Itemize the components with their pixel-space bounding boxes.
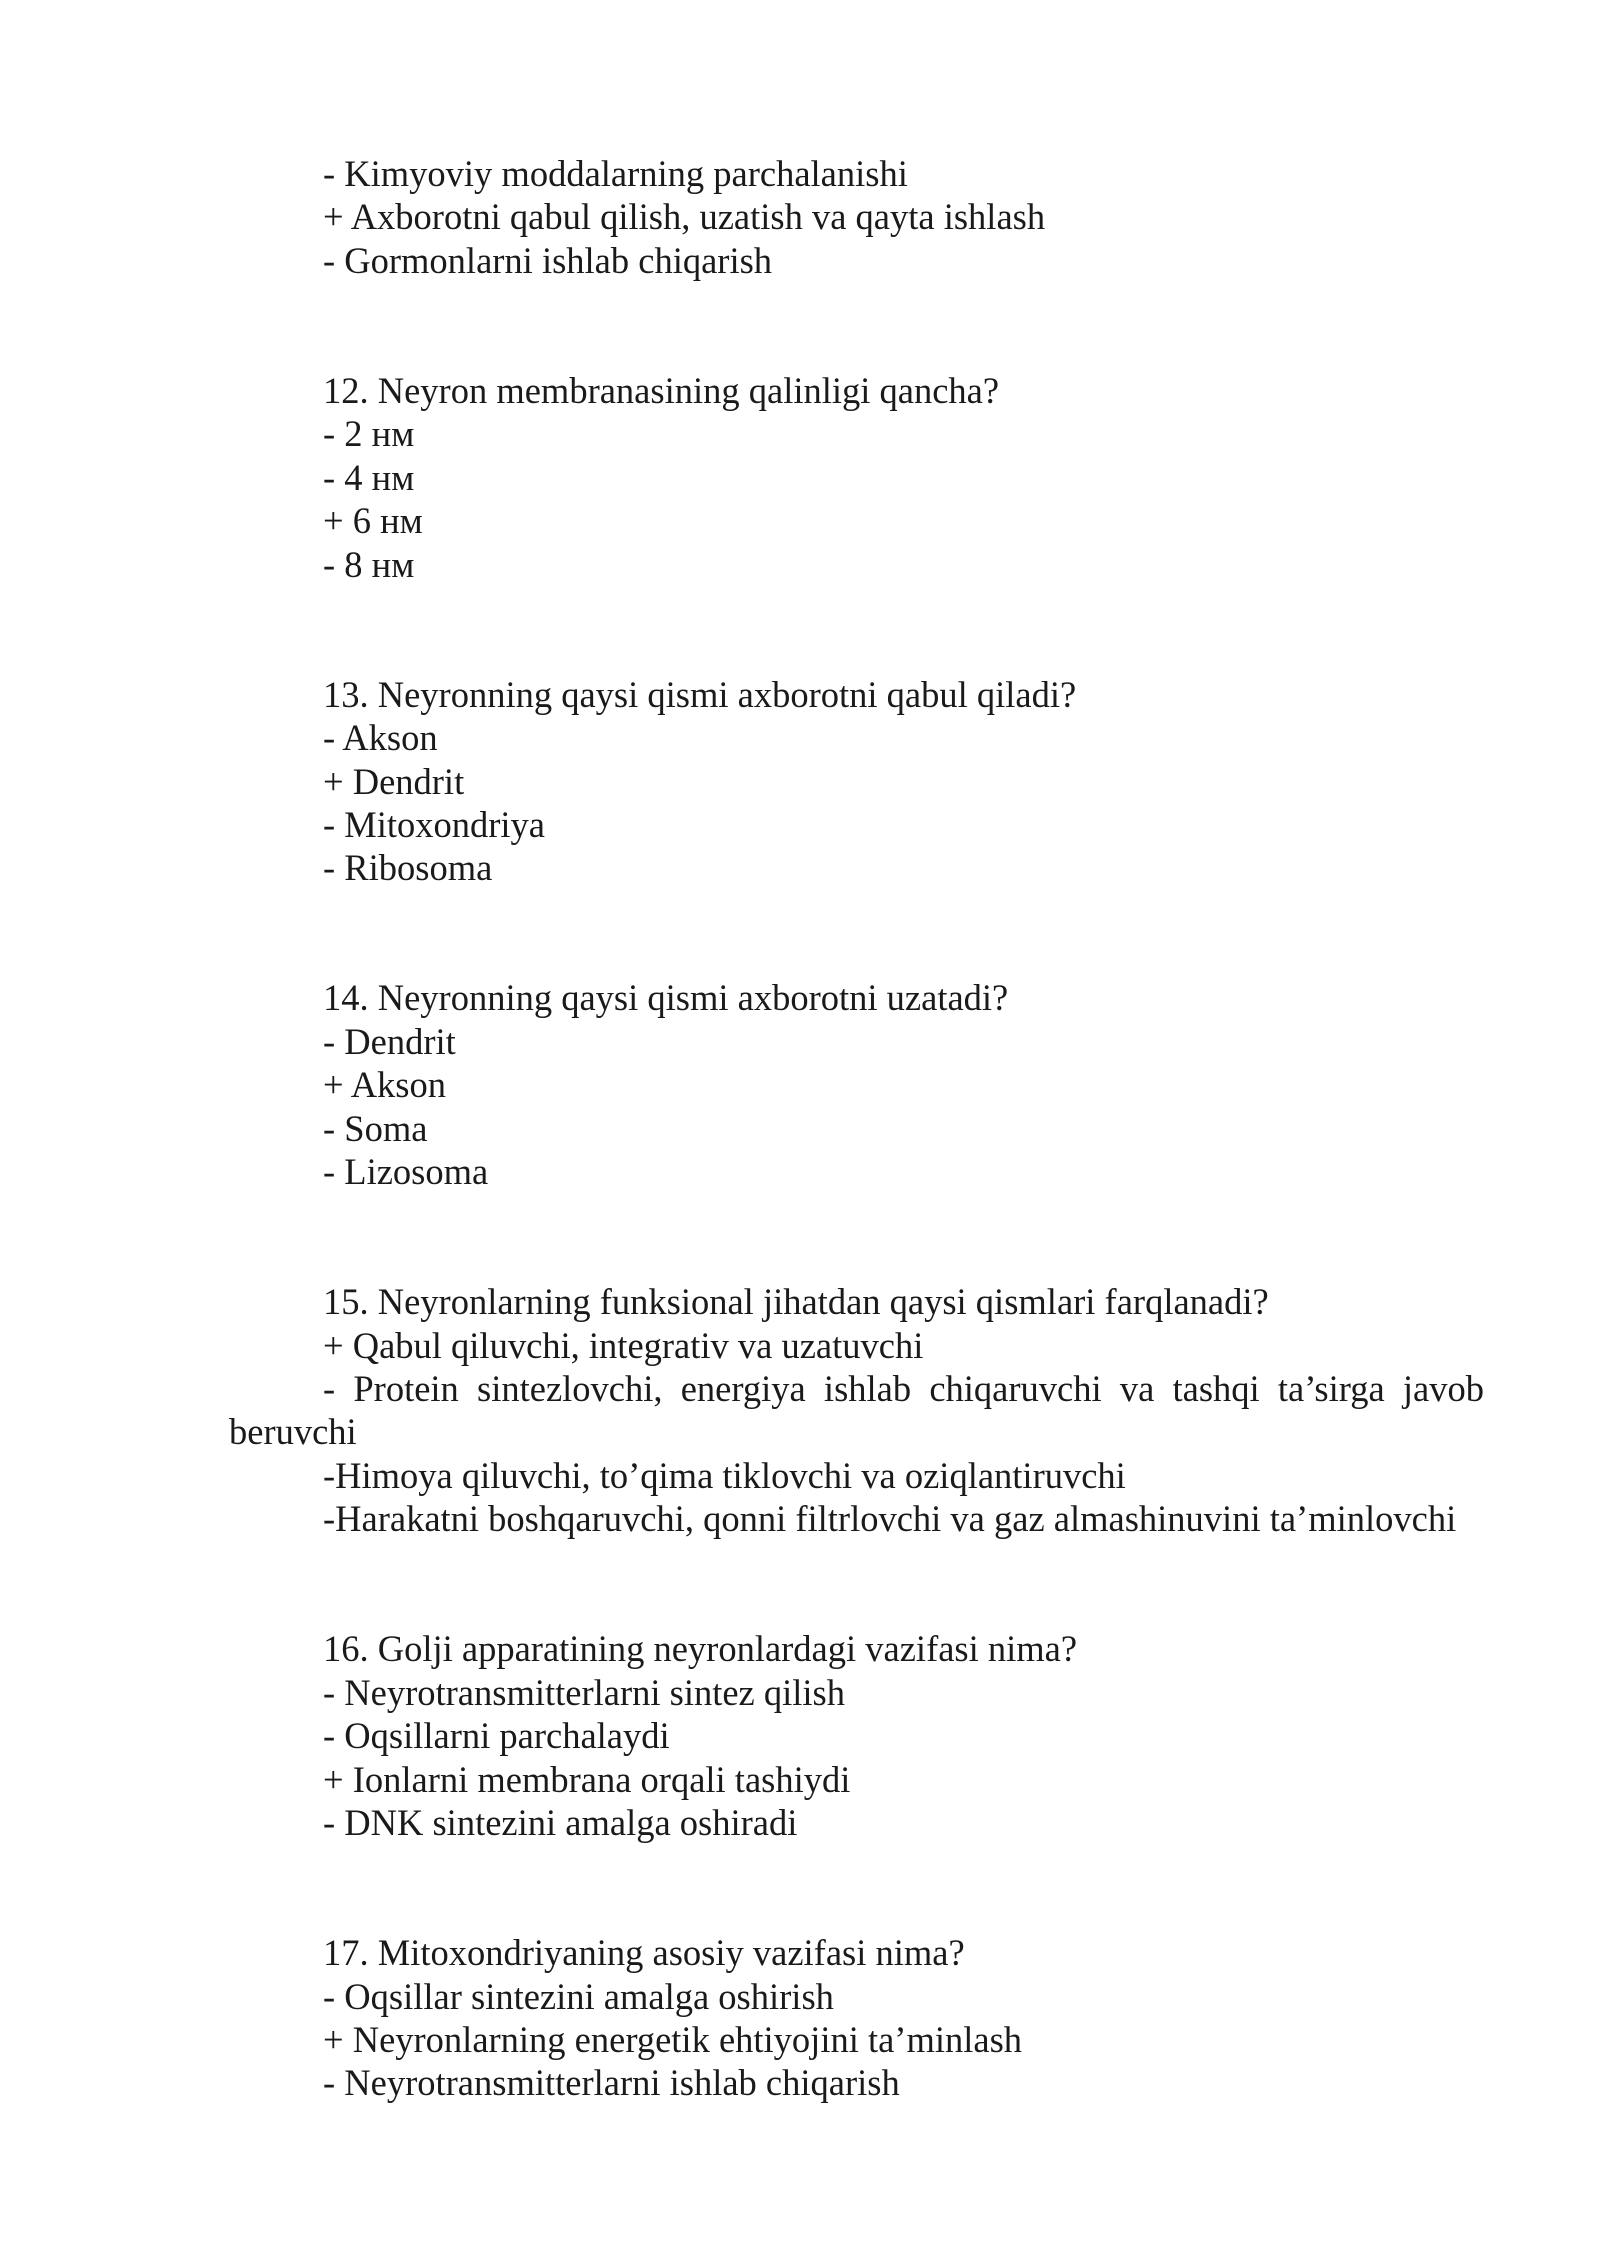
question-block-15 (229, 1280, 1484, 1540)
answer-option: - Oqsillar sintezini amalga oshirish (323, 1975, 834, 2017)
answer-option: - 4 нм (323, 456, 415, 498)
answer-option: - Ribosoma (323, 847, 493, 889)
answer-option: - Mitoxondriya (323, 803, 546, 845)
quiz-content (229, 152, 1484, 2105)
answer-option: - 2 нм (323, 413, 415, 455)
answer-option-correct: + Akson (323, 1064, 447, 1106)
answer-option: - Protein sintezlovchi, energiya ishlab chiqaruvchi va tashqi ta’sirga javob beruvchi (229, 1368, 1484, 1453)
question-block-13 (229, 673, 1484, 890)
answer-option: -Himoya qiluvchi, to’qima tiklovchi va oziqlantiruvchi (323, 1454, 1126, 1496)
answer-option: - 8 нм (323, 543, 415, 585)
answer-option-correct: + Qabul qiluvchi, integrativ va uzatuvchi (323, 1324, 924, 1366)
question-text: 17. Mitoxondriyaning asosiy vazifasi nima? (323, 1932, 965, 1974)
answer-option: - Gormonlarni ishlab chiqarish (323, 239, 773, 281)
answer-option: - Akson (323, 717, 438, 759)
answer-option: - Kimyoviy moddalarning parchalanishi (323, 153, 908, 194)
question-text: 14. Neyronning qaysi qismi axborotni uzatadi? (323, 977, 1009, 1019)
answer-option-correct: + Ionlarni membrana orqali tashiydi (323, 1758, 851, 1800)
answer-option: - Neyrotransmitterlarni sintez qilish (323, 1671, 846, 1713)
question-text: 15. Neyronlarning funksional jihatdan qaysi qismlari farqlanadi? (323, 1281, 1269, 1323)
question-text: 13. Neyronning qaysi qismi axborotni qabul qiladi? (323, 673, 1077, 715)
question-block-12 (229, 369, 1484, 586)
answer-option: -Harakatni boshqaruvchi, qonni filtrlovchi va gaz almashinuvini ta’minlovchi (323, 1498, 1457, 1540)
answer-option: - Oqsillarni parchalaydi (323, 1715, 670, 1757)
question-block-14 (229, 976, 1484, 1193)
question-block-16 (229, 1627, 1484, 1844)
question-text: 12. Neyron membranasining qalinligi qancha? (323, 369, 1000, 411)
answer-option-correct: + Dendrit (323, 760, 465, 802)
answer-option: - Lizosoma (323, 1151, 489, 1193)
answer-list-q11 (229, 152, 1484, 282)
answer-option: - Dendrit (323, 1020, 456, 1062)
question-block-17 (229, 1931, 1484, 2105)
answer-option: - DNK sintezini amalga oshiradi (323, 1801, 798, 1843)
question-text: 16. Golji apparatining neyronlardagi vazifasi nima? (323, 1628, 1078, 1670)
answer-option: - Neyrotransmitterlarni ishlab chiqarish (323, 2062, 900, 2104)
answer-option: - Soma (323, 1107, 428, 1149)
answer-option-correct: + Axborotni qabul qilish, uzatish va qayta ishlash (323, 196, 1046, 238)
answer-option-correct: + 6 нм (323, 500, 423, 542)
answer-option-correct: + Neyronlarning energetik ehtiyojini ta’minlash (323, 2018, 1023, 2060)
